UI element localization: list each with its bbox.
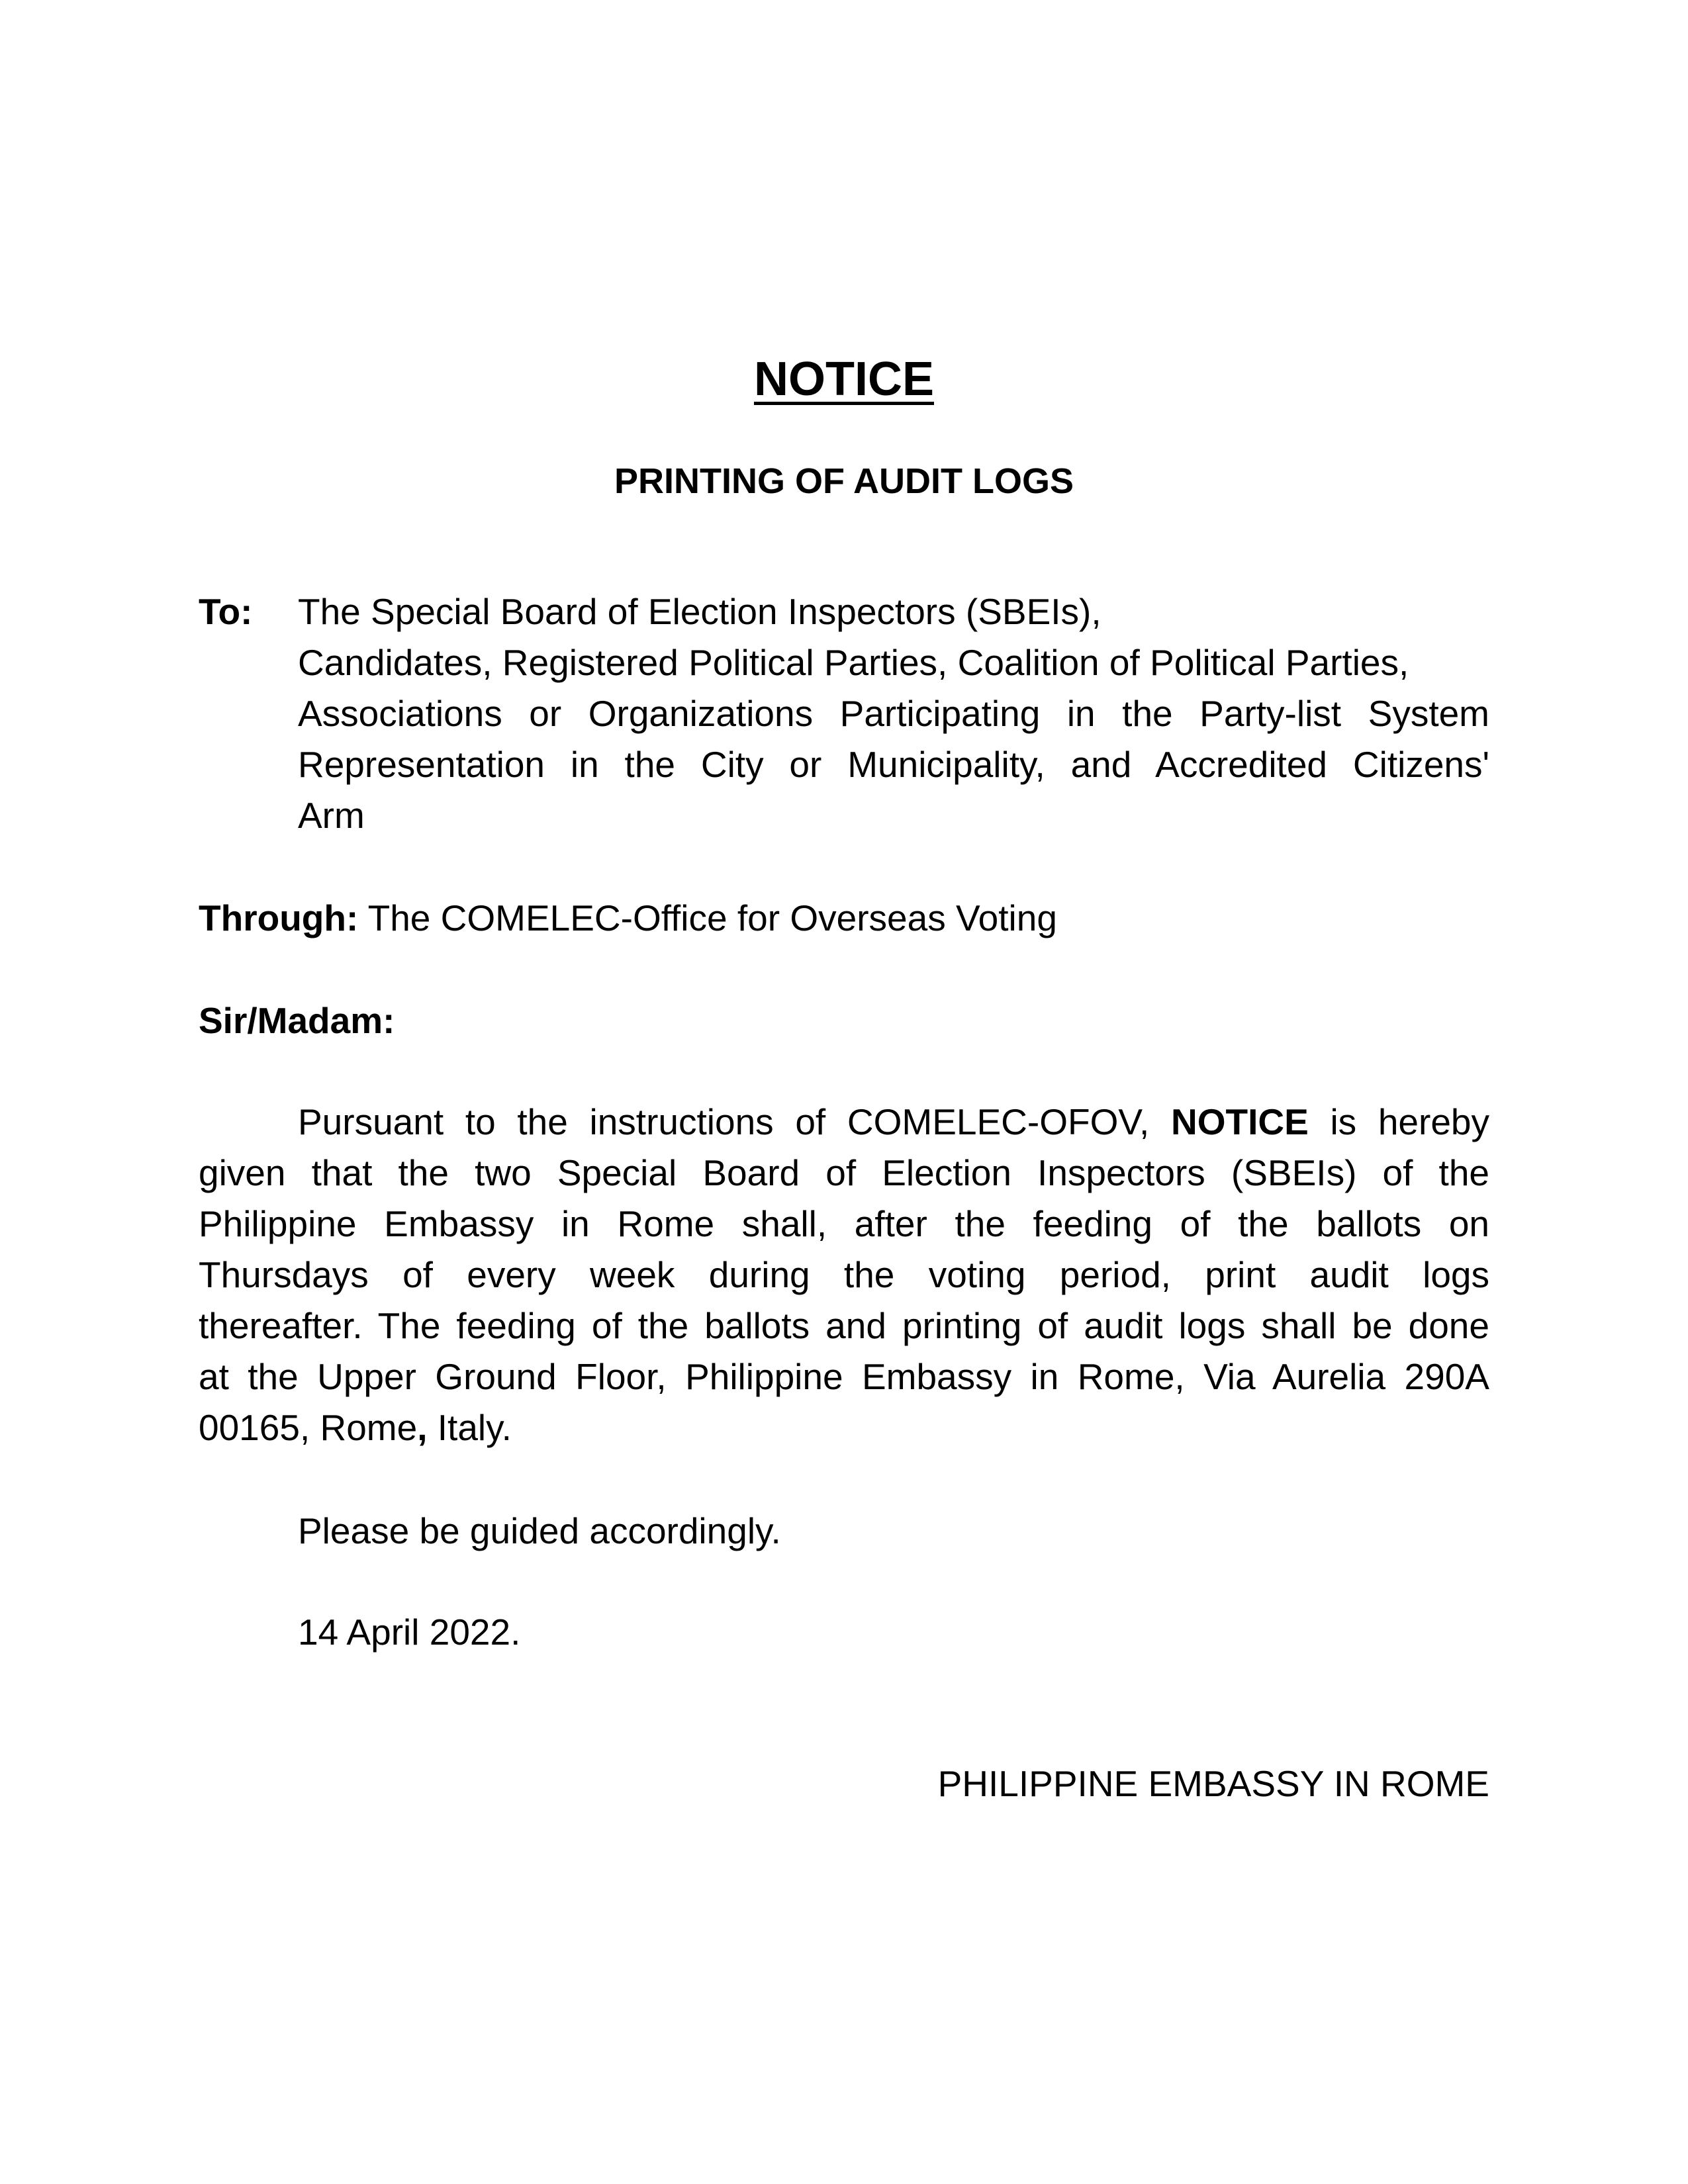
recipient-line: Candidates, Registered Political Parties, Coalition of Political Parties,: [298, 642, 1409, 683]
through-value: The COMELEC-Office for Overseas Voting: [367, 897, 1057, 938]
salutation: Sir/Madam:: [199, 1000, 395, 1041]
body-line: given that the two Special Board of Election Inspectors (SBEIs) of the: [199, 1152, 1489, 1193]
body-line: [199, 1097, 1489, 1148]
notice-title: NOTICE: [753, 353, 934, 406]
recipient-line: Representation in the City or Municipality, and Accredited Citizens': [298, 744, 1489, 785]
recipient-line: Associations or Organizations Participating in the Party-list System: [298, 693, 1489, 734]
comma-emphasis: ,: [417, 1407, 428, 1448]
closing-line: Please be guided accordingly.: [298, 1510, 781, 1551]
recipient-line: The Special Board of Election Inspectors (SBEIs),: [298, 591, 1102, 632]
through-label: Through:: [199, 897, 359, 938]
recipients-list: [298, 586, 1489, 841]
notice-date: 14 April 2022.: [298, 1612, 521, 1653]
body-paragraph: [199, 1097, 1489, 1453]
notice-emphasis: NOTICE: [1170, 1101, 1309, 1142]
body-line: thereafter. The feeding of the ballots and printing of audit logs shall be done: [199, 1305, 1489, 1346]
body-text-segment: is hereby: [1330, 1101, 1490, 1142]
body-line: at the Upper Ground Floor, Philippine Embassy in Rome, Via Aurelia 290A: [199, 1356, 1489, 1397]
body-line: [199, 1402, 1489, 1453]
signature: PHILIPPINE EMBASSY IN ROME: [937, 1763, 1489, 1804]
through-line: [199, 893, 1057, 944]
body-line: Thursdays of every week during the voting period, print audit logs: [199, 1254, 1489, 1295]
body-text-segment: Pursuant to the instructions of COMELEC-OFOV,: [298, 1101, 1150, 1142]
recipient-line: Arm: [298, 795, 365, 836]
recipients-label: To:: [199, 591, 253, 632]
body-text-segment: 00165, Rome: [199, 1407, 418, 1448]
body-line: Philippine Embassy in Rome shall, after the feeding of the ballots on: [199, 1203, 1489, 1244]
body-text-segment: Italy.: [427, 1407, 512, 1448]
notice-subtitle: PRINTING OF AUDIT LOGS: [614, 461, 1074, 501]
